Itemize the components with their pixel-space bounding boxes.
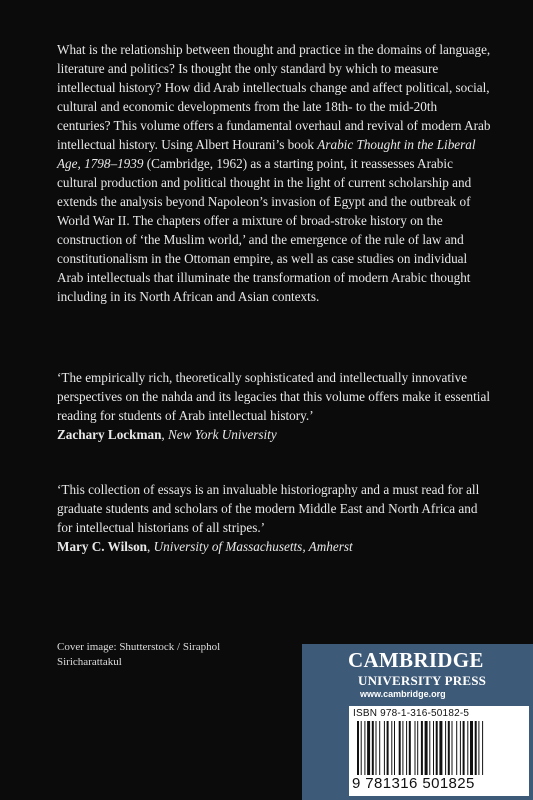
endorsement-1 — [57, 368, 493, 444]
referenced-book-title: Arabic Thought in the Liberal Age, 1798–1939 — [57, 137, 476, 171]
endorser-affiliation: University of Massachusetts, Amherst — [153, 539, 353, 554]
publisher-url: www.cambridge.org — [360, 689, 446, 699]
barcode-icon — [357, 721, 523, 775]
barcode-panel — [349, 706, 529, 796]
endorsement-attribution: Zachary Lockman, New York University — [57, 427, 277, 442]
description-text-2: (Cambridge, 1962) as a starting point, it reassesses Arabic cultural production and political thought in the light of current scholarship and extends the analysis beyond Napoleon’s invasion of Egypt and the outbreak of World War II. The chapters offer a mixture of broad-stroke history on the construction of ‘the Muslim world,’ and the emergence of the rule of law and constitutionalism in the Ottoman empire, as well as case studies on individual Arab intellectuals that illuminate the transformation of modern Arabic thought including in its North African and Asian contexts. — [57, 156, 472, 304]
publisher-name: CAMBRIDGE — [348, 648, 484, 672]
endorsement-quote: ‘This collection of essays is an invaluable historiography and a must read for all graduate students and scholars of the modern Middle East and North Africa and for intellectual historians of all stripes.’ — [57, 482, 480, 535]
book-description — [57, 40, 493, 306]
endorser-name: Mary C. Wilson — [57, 539, 148, 554]
endorsement-quote: ‘The empirically rich, theoretically sophisticated and intellectually innovative perspectives on the nahda and its legacies that this volume offers make it essential reading for students of Arab intellectual history.’ — [57, 370, 490, 423]
description-text-1: What is the relationship between thought and practice in the domains of language, literature and politics? Is thought the only standard by which to measure intellectual history? How did Arab intellectuals change and affect political, social, cultural and economic developments from the late 18th- to the mid-20th centuries? This volume offers a fundamental overhaul and revival of modern Arab intellectual history. Using Albert Hourani’s book — [57, 42, 491, 152]
endorsement-attribution: Mary C. Wilson, University of Massachusetts, Amherst — [57, 539, 353, 554]
isbn-label: ISBN 978-1-316-50182-5 — [353, 708, 470, 719]
barcode-digits: 9 781316 501825 — [352, 775, 475, 792]
publisher-press: UNIVERSITY PRESS — [358, 673, 487, 688]
endorser-name: Zachary Lockman — [57, 427, 162, 442]
publisher-box — [302, 644, 533, 800]
endorser-affiliation: New York University — [168, 427, 277, 442]
cover-image-credit: Cover image: Shutterstock / Siraphol Siricharattakul — [57, 641, 221, 668]
endorsement-2 — [57, 480, 493, 556]
